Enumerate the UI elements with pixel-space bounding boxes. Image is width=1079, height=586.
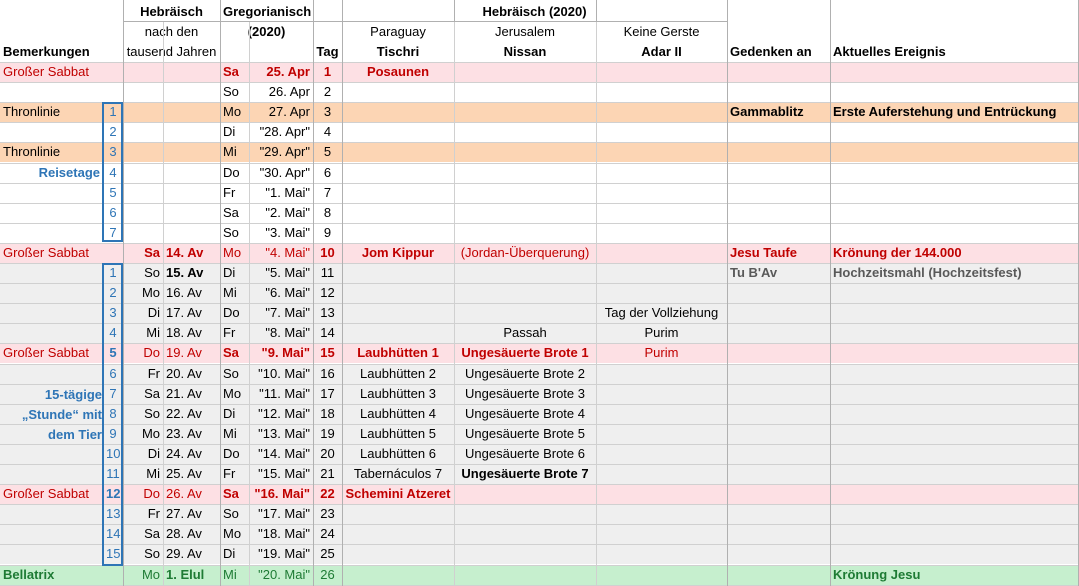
cell-num: 12 — [106, 486, 121, 501]
cell-bem: Thronlinie — [3, 104, 61, 119]
cell-gd: Mi — [223, 426, 237, 441]
cell-num: 2 — [109, 124, 117, 139]
cell-tag: 14 — [320, 325, 335, 340]
cell-par: Laubhütten 4 — [360, 406, 436, 421]
cell-num: 6 — [109, 366, 117, 381]
cell-gd: Di — [223, 124, 236, 139]
cell-num: 7 — [109, 386, 117, 401]
cell-tag: 23 — [320, 506, 335, 521]
cell-tag: 15 — [320, 345, 335, 360]
cell-gd: Di — [223, 406, 236, 421]
cell-tag: 5 — [323, 144, 332, 159]
cell-gd: Mo — [223, 104, 242, 119]
cell-num: 1 — [109, 104, 117, 119]
cell-gd: Di — [223, 265, 236, 280]
cell-tag: 11 — [320, 265, 335, 280]
cell-par: Laubhütten 3 — [360, 386, 436, 401]
cell-hm: 1. Elul — [166, 567, 205, 582]
cell-gd: Sa — [223, 205, 239, 220]
cell-num: 5 — [109, 185, 117, 200]
cell-tag: 12 — [320, 285, 335, 300]
cell-gm: "4. Mai" — [265, 245, 310, 260]
reisetage-label: Reisetage — [38, 165, 100, 180]
cell-gm: "18. Mai" — [258, 526, 310, 541]
cell-jer: Ungesäuerte Brote 7 — [461, 466, 589, 481]
cell-gm: "15. Mai" — [258, 466, 310, 481]
cell-par: Laubhütten 6 — [360, 446, 436, 461]
cell-hm: 15. Av — [166, 265, 204, 280]
cell-num: 11 — [106, 466, 120, 481]
header-nach-den: nach den — [144, 24, 199, 39]
cell-num: 4 — [109, 165, 117, 180]
header-paraguay: Paraguay — [370, 24, 426, 39]
cell-hd: So — [144, 265, 160, 280]
cell-hd: Di — [147, 305, 160, 320]
cell-akt: Erste Auferstehung und Entrückung — [833, 104, 1057, 119]
cell-gd: Sa — [223, 64, 239, 79]
cell-jer: Passah — [503, 325, 547, 340]
cell-hm: 24. Av — [166, 446, 202, 461]
cell-gd: Sa — [223, 486, 239, 501]
cell-hd: Di — [147, 446, 160, 461]
cell-jer: Ungesäuerte Brote 4 — [465, 406, 585, 421]
cell-hm: 28. Av — [166, 526, 202, 541]
cell-gd: Di — [223, 546, 236, 561]
cell-par: Schemini Atzeret — [345, 486, 451, 501]
header-keine-gerste: Keine Gerste — [623, 24, 700, 39]
cell-num: 13 — [106, 506, 121, 521]
cell-gd: So — [223, 84, 239, 99]
cell-par: Jom Kippur — [361, 245, 435, 260]
cell-hm: 20. Av — [166, 366, 202, 381]
cell-num: 14 — [106, 526, 121, 541]
header-hebraeisch: Hebräisch — [140, 4, 203, 19]
cell-bem: Bellatrix — [3, 567, 55, 582]
cell-gd: Fr — [223, 325, 236, 340]
header-tischri: Tischri — [376, 44, 420, 59]
header-hebraeisch-2020: Hebräisch (2020) — [482, 4, 587, 19]
cell-num: 10 — [106, 446, 121, 461]
cell-gm: "3. Mai" — [265, 225, 310, 240]
cell-hm: 22. Av — [166, 406, 202, 421]
stunde-label-3: dem Tier — [48, 427, 102, 442]
cell-tag: 17 — [320, 386, 335, 401]
header-gregorianisch: Gregorianisch — [223, 4, 312, 19]
cell-gm: "1. Mai" — [265, 185, 310, 200]
cell-gm: "17. Mai" — [258, 506, 310, 521]
cell-hm: 19. Av — [166, 345, 202, 360]
header-tag: Tag — [316, 44, 339, 59]
cell-tag: 26 — [320, 567, 335, 582]
cell-gd: Mi — [223, 285, 237, 300]
cell-tag: 20 — [320, 446, 335, 461]
cell-hd: Sa — [144, 526, 160, 541]
cell-num: 6 — [109, 205, 117, 220]
cell-gm: "16. Mai" — [254, 486, 310, 501]
cell-gd: Fr — [223, 185, 236, 200]
cell-gd: Do — [223, 446, 240, 461]
cell-gm: "29. Apr" — [259, 144, 310, 159]
cell-gm: "6. Mai" — [265, 285, 310, 300]
cell-num: 15 — [106, 546, 121, 561]
cell-hd: Mo — [141, 426, 160, 441]
cell-hd: Do — [143, 345, 160, 360]
cell-num: 3 — [109, 144, 117, 159]
cell-hd: Mo — [141, 567, 160, 582]
cell-tag: 18 — [320, 406, 335, 421]
cell-par: Tabernáculos 7 — [353, 466, 443, 481]
cell-hd: Fr — [147, 506, 160, 521]
cell-par: Laubhütten 5 — [360, 426, 436, 441]
cell-gm: "28. Apr" — [259, 124, 310, 139]
cell-tag: 6 — [323, 165, 332, 180]
cell-gm: "10. Mai" — [258, 366, 310, 381]
cell-tag: 19 — [320, 426, 335, 441]
cell-ged: Gammablitz — [730, 104, 804, 119]
cell-hm: 14. Av — [166, 245, 204, 260]
cell-tag: 1 — [323, 64, 332, 79]
cell-gm: "13. Mai" — [258, 426, 310, 441]
cell-hm: 26. Av — [166, 486, 202, 501]
header-tausend-jahren: tausend Jahren — [126, 44, 217, 59]
cell-hm: 23. Av — [166, 426, 202, 441]
cell-tag: 4 — [323, 124, 332, 139]
cell-tag: 24 — [320, 526, 335, 541]
cell-gd: Do — [223, 165, 240, 180]
cell-bem: Großer Sabbat — [3, 245, 89, 260]
cell-hd: So — [144, 406, 160, 421]
cell-tag: 13 — [320, 305, 335, 320]
header-nissan: Nissan — [503, 44, 547, 59]
cell-hd: Mi — [146, 466, 160, 481]
cell-par: Laubhütten 2 — [360, 366, 436, 381]
cell-gd: Mi — [223, 144, 237, 159]
cell-hd: Do — [143, 486, 160, 501]
cell-tag: 21 — [320, 466, 335, 481]
cell-num: 4 — [109, 325, 117, 340]
stunde-label-2: „Stunde“ mit — [21, 407, 102, 422]
cell-gm: "11. Mai" — [259, 386, 310, 401]
cell-gm: 25. Apr — [266, 64, 310, 79]
cell-gd: So — [223, 506, 239, 521]
cell-jer: Ungesäuerte Brote 2 — [465, 366, 585, 381]
cell-gm: "9. Mai" — [261, 345, 310, 360]
cell-adar: Purim — [644, 345, 679, 360]
cell-jer: Ungesäuerte Brote 6 — [465, 446, 585, 461]
cell-gm: 27. Apr — [268, 104, 310, 119]
cell-gm: "12. Mai" — [258, 406, 310, 421]
cell-bem: Großer Sabbat — [3, 64, 89, 79]
header-aktuelles: Aktuelles Ereignis — [833, 44, 946, 59]
stunde-label-1: 15-tägige — [44, 387, 102, 402]
cell-num: 2 — [109, 285, 117, 300]
cell-adar: Tag der Vollziehung — [604, 305, 719, 320]
cell-gd: Mi — [223, 567, 237, 582]
header-year: (2020) — [247, 24, 286, 39]
cell-akt: Krönung der 144.000 — [833, 245, 962, 260]
cell-tag: 3 — [323, 104, 332, 119]
cell-ged: Tu B'Av — [730, 265, 778, 280]
cell-gm: "30. Apr" — [259, 165, 310, 180]
cell-hm: 29. Av — [166, 546, 202, 561]
cell-jer: Ungesäuerte Brote 3 — [465, 386, 585, 401]
cell-hd: Sa — [144, 245, 160, 260]
cell-bem: Großer Sabbat — [3, 345, 89, 360]
cell-num: 5 — [109, 345, 117, 360]
cell-hd: Mi — [146, 325, 160, 340]
cell-tag: 8 — [323, 205, 332, 220]
cell-num: 7 — [109, 225, 117, 240]
cell-gm: "5. Mai" — [265, 265, 310, 280]
cell-gd: Do — [223, 305, 240, 320]
header-bemerkungen: Bemerkungen — [3, 44, 90, 59]
cell-tag: 7 — [323, 185, 332, 200]
cell-akt: Krönung Jesu — [833, 567, 921, 582]
cell-bem: Großer Sabbat — [3, 486, 89, 501]
cell-hm: 16. Av — [166, 285, 202, 300]
cell-gd: Mo — [223, 526, 242, 541]
header-gedenken: Gedenken an — [730, 44, 812, 59]
cell-gd: Mo — [223, 386, 242, 401]
cell-par: Posaunen — [366, 64, 430, 79]
cell-hm: 17. Av — [166, 305, 202, 320]
cell-gd: So — [223, 366, 239, 381]
cell-hm: 18. Av — [166, 325, 202, 340]
cell-tag: 22 — [320, 486, 335, 501]
cell-tag: 2 — [323, 84, 332, 99]
cell-jer: Ungesäuerte Brote 1 — [461, 345, 589, 360]
cell-num: 8 — [109, 406, 117, 421]
cell-tag: 16 — [320, 366, 335, 381]
cell-hd: So — [144, 546, 160, 561]
cell-num: 1 — [109, 265, 117, 280]
cell-gd: Mo — [223, 245, 242, 260]
cell-tag: 10 — [320, 245, 335, 260]
cell-gm: "7. Mai" — [265, 305, 310, 320]
cell-gm: 26. Apr — [268, 84, 310, 99]
cell-hm: 25. Av — [166, 466, 202, 481]
cell-gd: Fr — [223, 466, 236, 481]
cell-hd: Sa — [144, 386, 160, 401]
header-adar: Adar II — [641, 44, 682, 59]
cell-ged: Jesu Taufe — [730, 245, 797, 260]
cell-hd: Mo — [141, 285, 160, 300]
cell-gm: "20. Mai" — [258, 567, 310, 582]
header-jerusalem: Jerusalem — [495, 24, 555, 39]
cell-jer: (Jordan-Überquerung) — [460, 245, 590, 260]
cell-jer: Ungesäuerte Brote 5 — [465, 426, 585, 441]
cell-par: Laubhütten 1 — [357, 345, 439, 360]
cell-num: 3 — [109, 305, 117, 320]
cell-tag: 25 — [320, 546, 335, 561]
cell-akt: Hochzeitsmahl (Hochzeitsfest) — [833, 265, 1022, 280]
cell-tag: 9 — [323, 225, 332, 240]
cell-gm: "8. Mai" — [265, 325, 310, 340]
cell-adar: Purim — [644, 325, 679, 340]
cell-hd: Fr — [147, 366, 160, 381]
cell-gm: "2. Mai" — [265, 205, 310, 220]
cell-bem: Thronlinie — [3, 144, 61, 159]
cell-hm: 21. Av — [166, 386, 202, 401]
cell-num: 9 — [109, 426, 117, 441]
cell-hm: 27. Av — [166, 506, 202, 521]
cell-gd: Sa — [223, 345, 239, 360]
cell-gd: So — [223, 225, 239, 240]
cell-gm: "19. Mai" — [258, 546, 310, 561]
cell-gm: "14. Mai" — [258, 446, 310, 461]
